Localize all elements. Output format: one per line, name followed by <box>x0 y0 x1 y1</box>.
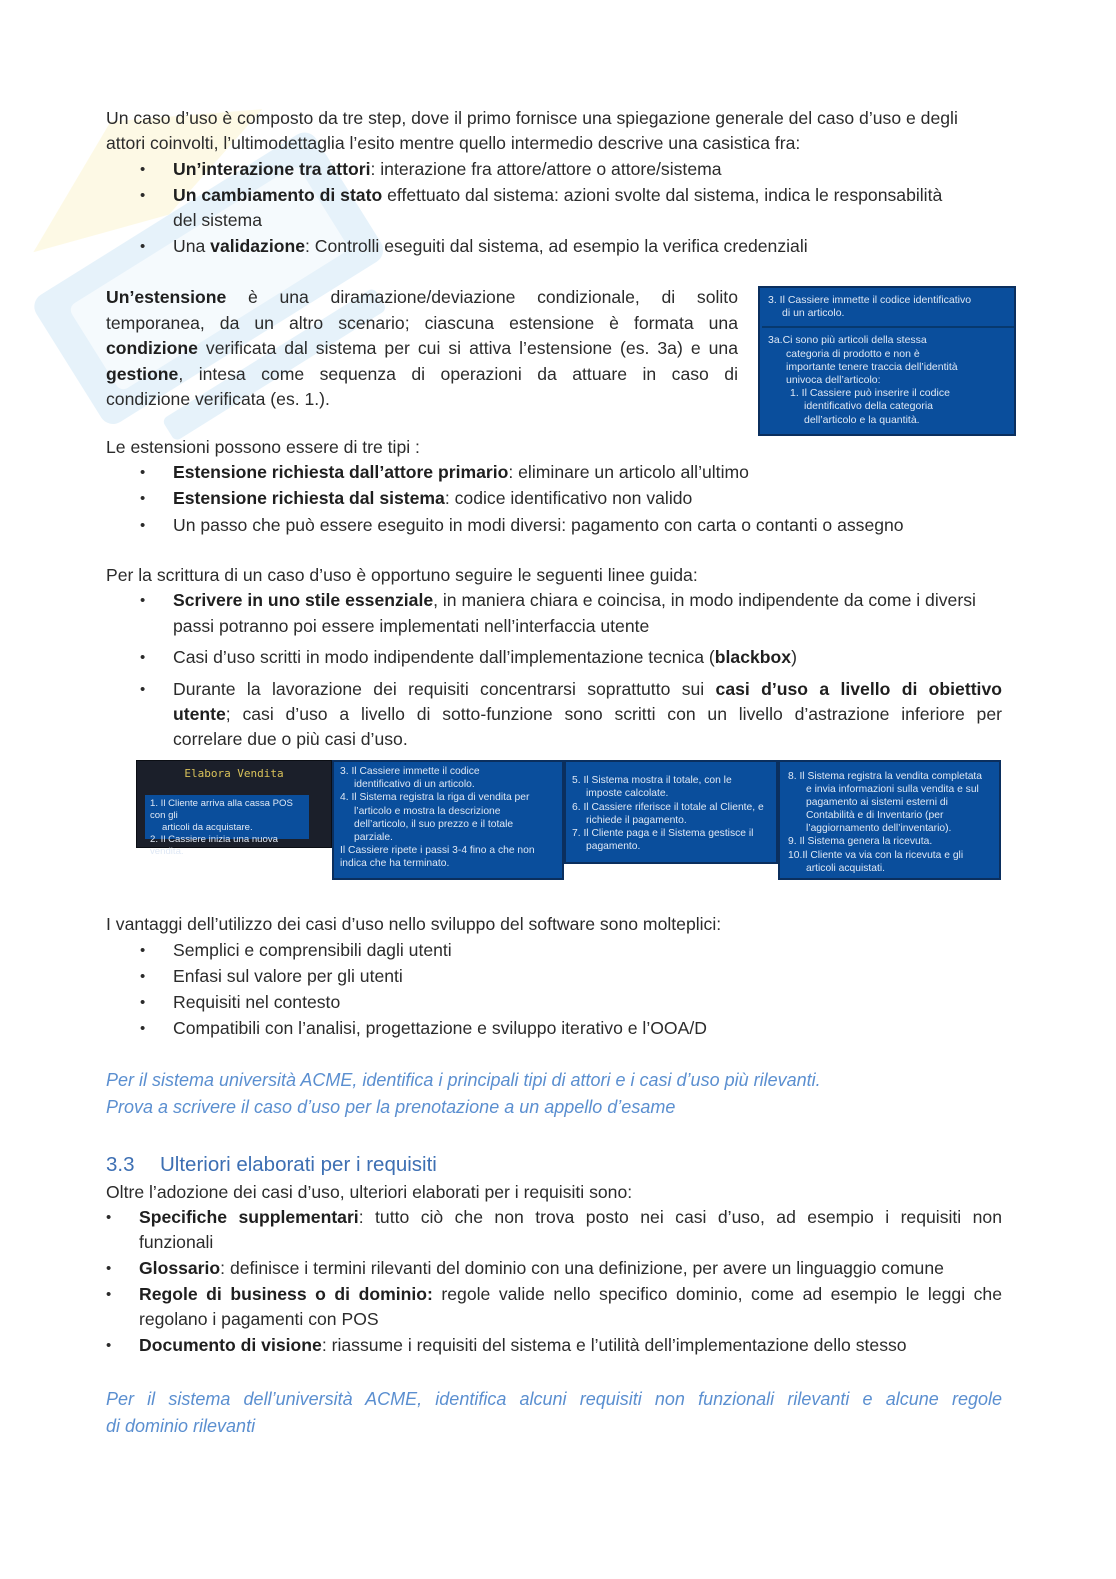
exercise-line: Prova a scrivere il caso d’uso per la prenotazione a un appello d’esame <box>106 1097 676 1117</box>
bullet-icon: • <box>140 161 146 178</box>
image-text: dell’articolo, il suo prezzo e il totale <box>354 818 514 830</box>
item-text: Una <box>173 236 211 256</box>
item-text: Casi d’uso scritti in modo indipendente dall’implementazione tecnica ( <box>173 647 715 667</box>
bullet-icon: • <box>140 942 146 959</box>
item-text: : eliminare un articolo all’ultimo <box>508 462 749 482</box>
bullet-icon: • <box>106 1286 112 1303</box>
item-text: ) <box>791 647 797 667</box>
advantages-intro: I vantaggi dell’utilizzo dei casi d’uso nello sviluppo del software sono molteplici: <box>106 914 722 934</box>
item-text: , in maniera chiara e coincisa, in modo indipendente da come i diversi <box>433 590 976 610</box>
item-text: funzionali <box>139 1232 214 1252</box>
usecase-strip-panel-3 <box>564 760 778 864</box>
image-text: identificativo di un articolo. <box>354 779 475 791</box>
bullet-icon: • <box>106 1260 112 1277</box>
bullet-icon: • <box>140 187 146 204</box>
item-text: Semplici e comprensibili dagli utenti <box>173 940 452 960</box>
image-text: Contabilità e di Inventario (per <box>806 810 944 822</box>
image-text: categoria di prodotto e non è <box>786 347 920 360</box>
item-text: passi potranno poi essere implementati nell’interfaccia utente <box>173 616 650 636</box>
image-text: 3. Il Cassiere immette il codice <box>340 766 480 777</box>
usecase-strip-panel-1 <box>136 760 332 857</box>
image-text: l’aggiornamento dell’inventario). <box>806 823 952 835</box>
intro-line-1: Un caso d’uso è composto da tre step, dove il primo fornisce una spiegazione generale del caso d’uso e degli <box>106 108 958 128</box>
bullet-icon: • <box>140 592 146 609</box>
bold-term: Scrivere in uno stile essenziale <box>173 590 434 610</box>
image-text: 1. Il Cassiere può inserire il codice <box>790 387 950 400</box>
item-text: Durante la lavorazione dei requisiti concentrarsi soprattutto sui <box>173 679 716 699</box>
bullet-icon: • <box>140 968 146 985</box>
item-text: Compatibili con l’analisi, progettazione e sviluppo iterativo e l’OOA/D <box>173 1018 707 1038</box>
bold-term: casi d’uso a livello di obiettivo <box>715 679 1002 699</box>
panel-content <box>145 795 309 857</box>
image-text: 10.Il Cliente va via con la ricevuta e gli <box>788 849 964 861</box>
bold-term: Un’interazione tra attori <box>173 159 371 179</box>
item-text: Requisiti nel contesto <box>173 992 341 1012</box>
paragraph-text: verificata dal sistema per cui si attiva l’estensione (es. 3a) e una <box>197 338 738 358</box>
image-text: e invia informazioni sulla vendita e sul <box>806 784 979 796</box>
exercise-line: Per il sistema università ACME, identifica i principali tipi di attori e i casi d’uso più rilevanti. <box>106 1070 821 1090</box>
bullet-icon: • <box>140 464 146 481</box>
bold-term: Regole di business o di dominio: <box>139 1284 433 1304</box>
paragraph-text: , intesa come sequenza di operazioni da attuare in caso di <box>178 363 738 384</box>
bullet-icon: • <box>140 238 146 255</box>
image-text: 1. Il Cliente arriva alla cassa POS con gli <box>150 798 293 821</box>
bold-term: validazione <box>210 236 306 256</box>
extension-paragraph <box>106 285 738 413</box>
item-text: : definisce i termini rilevanti del dominio con una definizione, per avere un linguaggio comune <box>220 1258 944 1278</box>
item-text: : tutto ciò che non trova posto nei casi d’uso, ad esempio i requisiti non <box>358 1207 1002 1227</box>
item-text: effettuato dal sistema: azioni svolte dal sistema, indica le responsabilità <box>382 185 943 205</box>
bullet-icon: • <box>140 517 146 534</box>
image-text: pagamento ai sistemi esterni di <box>806 797 948 809</box>
item-text: : codice identificativo non valido <box>444 488 693 508</box>
image-text: 7. Il Cliente paga e il Sistema gestisce il <box>572 828 754 840</box>
exercise-line: Per il sistema dell’università ACME, identifica alcuni requisiti non funzionali rilevanti e alcune regole <box>106 1389 1002 1409</box>
section-title: Ulteriori elaborati per i requisiti <box>160 1153 437 1176</box>
image-text: imposte calcolate. <box>586 788 669 800</box>
image-text: 2. Il Cassiere inizia una nuova vendita. <box>150 834 278 857</box>
bullet-icon: • <box>140 1020 146 1037</box>
section-heading <box>106 1152 437 1178</box>
extension-example-image <box>758 286 1016 436</box>
image-text: articoli acquistati. <box>806 862 885 874</box>
image-text: indica che ha terminato. <box>340 858 450 870</box>
intro-line-2: attori coinvolti, l’ultimodettaglia l’esito mentre quello intermedio descrive una casistica fra: <box>106 133 801 153</box>
bullet-icon: • <box>106 1337 112 1354</box>
image-text: univoca dell’articolo: <box>786 374 881 387</box>
image-text: pagamento. <box>586 841 641 853</box>
image-text: 4. Il Sistema registra la riga di vendita per <box>340 792 530 804</box>
divider <box>762 326 1014 328</box>
bold-term: Un cambiamento di stato <box>173 185 383 205</box>
image-text: 5. Il Sistema mostra il totale, con le <box>572 775 732 786</box>
bullet-icon: • <box>140 490 146 507</box>
usecase-strip-panel-4 <box>778 760 1001 880</box>
exercise-line: di dominio rilevanti <box>106 1416 256 1436</box>
paragraph-text: condizione verificata (es. 1.). <box>106 389 330 409</box>
bold-term: Un’estensione <box>106 287 227 307</box>
image-text: 6. Il Cassiere riferisce il totale al Cliente, e <box>572 801 764 813</box>
item-text: ; casi d’uso a livello di sotto-funzione sono scritti con un livello d’astrazione inferiore per <box>225 704 1002 724</box>
paragraph-text: temporanea, da un altro scenario; ciascuna estensione è formata una <box>106 312 738 333</box>
item-text: regole valide nello specifico dominio, come ad esempio le leggi che <box>432 1284 1002 1304</box>
image-text: dell’articolo e la quantità. <box>804 413 920 426</box>
panel-title: Elabora Vendita <box>184 767 284 780</box>
image-text: parziale. <box>354 832 393 844</box>
bold-term: Estensione richiesta dall’attore primario <box>173 462 509 482</box>
image-text: 3. Il Cassiere immette il codice identificativo <box>768 294 972 306</box>
item-text: regolano i pagamenti con POS <box>139 1309 379 1329</box>
bullet-icon: • <box>140 649 146 666</box>
image-text: importante tenere traccia dell’identità <box>786 360 958 373</box>
bold-term: blackbox <box>714 647 792 667</box>
image-text: l’articolo e mostra la descrizione <box>354 805 501 817</box>
bold-term: utente <box>173 704 226 724</box>
item-text: del sistema <box>173 210 262 230</box>
image-text: 3a.Ci sono più articoli della stessa <box>768 334 927 347</box>
bold-term: gestione <box>106 363 179 384</box>
item-text: Enfasi sul valore per gli utenti <box>173 966 403 986</box>
item-text: : riassume i requisiti del sistema e l’utilità dell’implementazione dello stesso <box>321 1335 907 1355</box>
item-text: : interazione fra attore/attore o attore/sistema <box>370 159 722 179</box>
image-text: 9. Il Sistema genera la ricevuta. <box>788 836 933 848</box>
bold-term: Estensione richiesta dal sistema <box>173 488 445 508</box>
bold-term: condizione <box>106 338 198 358</box>
section-number: 3.3 <box>106 1153 135 1176</box>
item-text: Un passo che può essere eseguito in modi diversi: pagamento con carta o contanti o assegno <box>173 515 904 535</box>
bullet-icon: • <box>140 994 146 1011</box>
image-text: 8. Il Sistema registra la vendita completata <box>788 771 983 782</box>
bullet-icon: • <box>106 1209 112 1226</box>
image-text: identificativo della categoria <box>804 400 933 413</box>
bullet-icon: • <box>140 681 146 698</box>
image-text: di un articolo. <box>782 307 845 320</box>
image-text: richiede il pagamento. <box>586 814 687 826</box>
item-text: correlare due o più casi d’uso. <box>173 729 408 749</box>
usecase-strip-panel-2 <box>332 760 564 880</box>
item-text: : Controlli eseguiti dal sistema, ad esempio la verifica credenziali <box>305 236 808 256</box>
paragraph-text: è una diramazione/deviazione condizionale, di solito <box>226 287 738 307</box>
bold-term: Glossario <box>139 1258 221 1278</box>
bold-term: Documento di visione <box>139 1335 322 1355</box>
guidelines-intro: Per la scrittura di un caso d’uso è opportuno seguire le seguenti linee guida: <box>106 565 698 585</box>
image-text: articoli da acquistare. <box>162 822 253 833</box>
ext-types-intro: Le estensioni possono essere di tre tipi : <box>106 437 420 457</box>
bold-term: Specifiche supplementari <box>139 1207 359 1227</box>
section-intro: Oltre l’adozione dei casi d’uso, ulteriori elaborati per i requisiti sono: <box>106 1182 633 1202</box>
image-text: Il Cassiere ripete i passi 3-4 fino a che non <box>340 845 535 857</box>
